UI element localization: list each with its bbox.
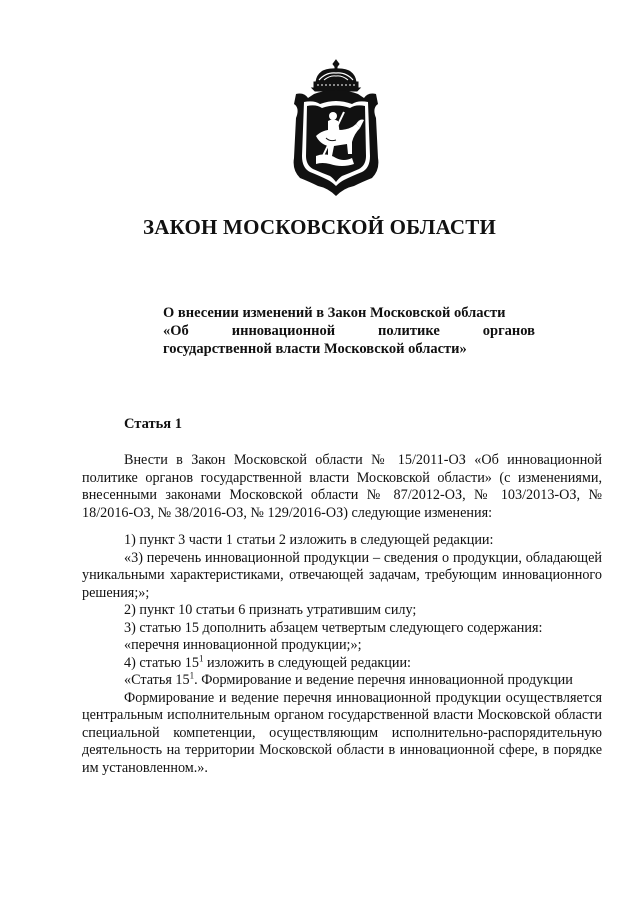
article-15-prefix: «Статья 15 xyxy=(124,672,190,688)
item-3: 3) статью 15 дополнить абзацем четвертым следующего содержания: xyxy=(124,619,543,636)
article-15-text: Формирование и ведение перечня инновационной продукции осуществляется центральным исполнительным органом государственной власти Московской области специальной компетенции, осуществляющим исполнительно-распорядительную деятельность на территории Московской области в инновационной сфере, в порядке им установленном.». xyxy=(82,689,602,776)
item-1: 1) пункт 3 части 1 статьи 2 изложить в следующей редакции: xyxy=(124,532,494,548)
article-heading: Статья 1 xyxy=(124,416,182,432)
item-1-text: «3) перечень инновационной продукции – сведения о продукции, обладающей уникальными характеристиками, отвечающей задачам, требующим инновационного решения;»; xyxy=(82,549,602,601)
item-3-text: «перечня инновационной продукции;»; xyxy=(124,637,362,653)
law-title: ЗАКОН МОСКОВСКОЙ ОБЛАСТИ xyxy=(142,215,497,239)
coat-of-arms-icon xyxy=(286,58,386,198)
item-4-superscript: 1 xyxy=(198,652,204,663)
item-2: 2) пункт 10 статьи 6 признать утратившим силу; xyxy=(124,602,417,618)
article-15-heading xyxy=(82,672,602,690)
item-4-prefix: 4) статью 15 xyxy=(124,654,199,671)
item-4 xyxy=(82,652,602,673)
item-4-suffix: изложить в следующей редакции: xyxy=(203,654,411,671)
article-body xyxy=(82,452,602,777)
subject-line-1: О внесении изменений в Закон Московской области xyxy=(163,305,506,321)
law-subject xyxy=(163,304,535,358)
article-15-suffix: . Формирование и ведение перечня инновационной продукции xyxy=(194,672,573,688)
article-15-superscript: 1 xyxy=(189,670,195,681)
intro-paragraph: Внести в Закон Московской области № 15/2011-ОЗ «Об инновационной политике органов государственной власти Московской области» (с изменениями, внесенными законами Московской области № 87/2012-ОЗ, № 103/2013-ОЗ, № 18/2016-ОЗ, № 38/2016-ОЗ, № 129/2016-ОЗ) следующие изменения: xyxy=(82,452,602,521)
subject-line-3: государственной власти Московской области» xyxy=(163,341,467,357)
subject-line-2: «Об инновационной политике органов xyxy=(163,323,535,339)
